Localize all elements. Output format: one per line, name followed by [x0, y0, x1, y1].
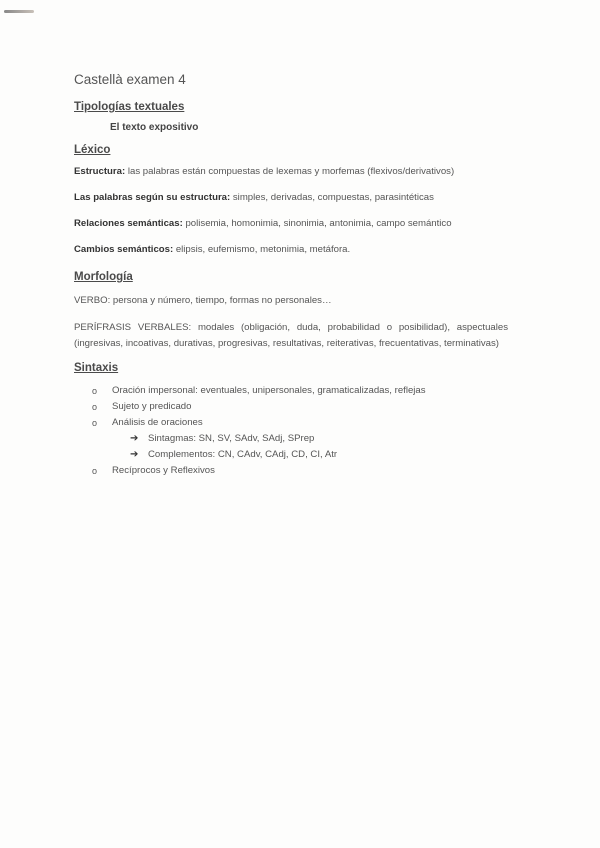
- scan-mark: [4, 10, 34, 13]
- list-item-text: Oración impersonal: eventuales, unipersonales, gramaticalizadas, reflejas: [112, 384, 426, 396]
- lexico-text: las palabras están compuestas de lexemas y morfemas (flexivos/derivativos): [125, 166, 455, 177]
- sub-list-item-text: Complementos: CN, CAdv, CAdj, CD, CI, Atr: [148, 448, 338, 460]
- morfologia-verbo: VERBO: persona y número, tiempo, formas no personales…: [74, 294, 332, 306]
- document-title: Castellà examen 4: [74, 72, 186, 87]
- lexico-line-cambios: [74, 244, 508, 257]
- lexico-text: simples, derivadas, compuestas, parasintéticas: [230, 191, 434, 203]
- document-page: [74, 72, 508, 479]
- list-item: [92, 383, 508, 399]
- list-item: [92, 415, 508, 463]
- lexico-label: Cambios semánticos:: [74, 243, 174, 255]
- arrow-icon: ➔: [130, 448, 139, 460]
- bullet-marker: o: [92, 401, 98, 412]
- tipologia-item: El texto expositivo: [110, 122, 199, 133]
- bullet-marker: o: [92, 385, 98, 396]
- lexico-label: Relaciones semánticas:: [74, 217, 183, 229]
- lexico-line-relaciones: [74, 218, 508, 231]
- heading-tipologias: Tipologías textuales: [74, 101, 185, 113]
- list-item: [92, 463, 508, 479]
- lexico-line-palabras: [74, 192, 508, 205]
- sub-list-item-text: Sintagmas: SN, SV, SAdv, SAdj, SPrep: [148, 432, 315, 444]
- heading-lexico: Léxico: [74, 144, 111, 156]
- list-item: [92, 399, 508, 415]
- lexico-text: elipsis, eufemismo, metonimia, metáfora.: [173, 243, 351, 255]
- bullet-marker: o: [92, 465, 98, 476]
- list-item-text: Análisis de oraciones: [112, 416, 203, 428]
- sintaxis-list: [74, 383, 508, 479]
- morfologia-perifrasis: PERÍFRASIS VERBALES: modales (obligación, duda, probabilidad o posibilidad), aspectuales (ingresivas, incoativas, durativas, progresivas, resultativas, reiterativas, frecuentativas, terminativas): [74, 321, 508, 349]
- sub-list-item: [130, 431, 508, 447]
- list-item-text: Sujeto y predicado: [112, 400, 192, 412]
- sub-list-item: [130, 447, 508, 463]
- lexico-label: Estructura:: [74, 166, 126, 177]
- lexico-text: polisemia, homonimia, sinonimia, antonimia, campo semántico: [182, 217, 452, 229]
- lexico-label: Las palabras según su estructura:: [74, 191, 231, 203]
- arrow-icon: ➔: [130, 432, 139, 444]
- analisis-sublist: [112, 431, 508, 463]
- heading-sintaxis: Sintaxis: [74, 361, 119, 374]
- heading-morfologia: Morfología: [74, 270, 133, 283]
- lexico-line-estructura: [74, 166, 508, 179]
- list-item-text: Recíprocos y Reflexivos: [112, 464, 215, 476]
- bullet-marker: o: [92, 417, 98, 428]
